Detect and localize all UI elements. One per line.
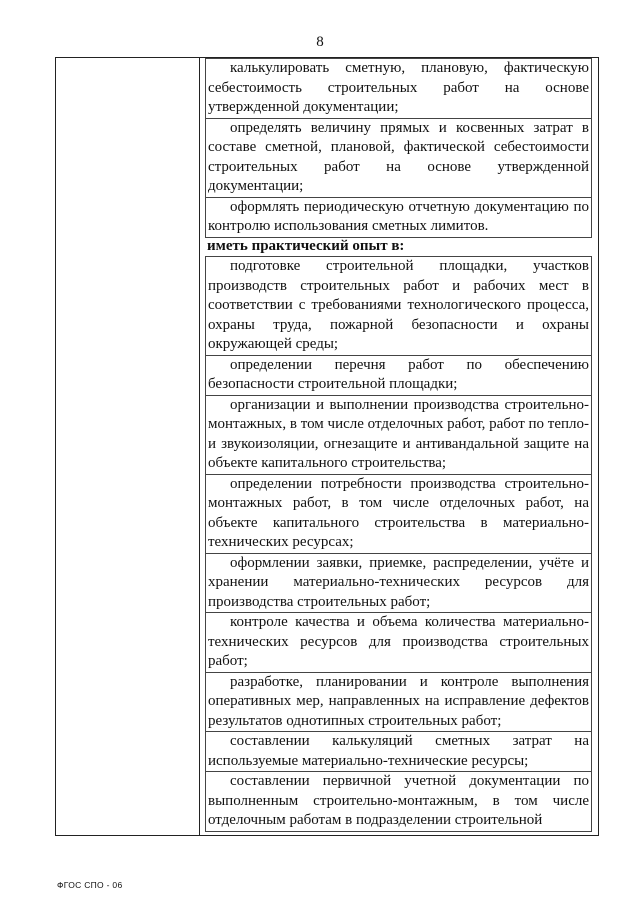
experience-item: составлении первичной учетной документации по выполненным строительно-монтажным, в том числе отделочным работам в подразделении строительной [205, 771, 592, 832]
experience-item: организации и выполнении производства строительно-монтажных, в том числе отделочных работ, работ по тепло- и звукоизоляции, огнезащите и антивандальной защите на объекте капитального строительства; [205, 395, 592, 475]
requirement-item: оформлять периодическую отчетную документацию по контролю использования сметных лимитов. [205, 197, 592, 238]
requirements-table [55, 57, 599, 836]
experience-item: контроле качества и объема количества материально-технических ресурсов для производства строительных работ; [205, 612, 592, 673]
experience-item: подготовке строительной площадки, участков производств строительных работ и рабочих мест в соответствии с требованиями технологического процесса, охраны труда, пожарной безопасности и охраны окружающей среды; [205, 256, 592, 356]
section-heading: иметь практический опыт в: [207, 237, 405, 254]
requirement-item: калькулировать сметную, плановую, фактическую себестоимость строительных работ на основе утвержденной документации; [205, 58, 592, 119]
experience-item: определении перечня работ по обеспечению безопасности строительной площадки; [205, 355, 592, 396]
experience-item: определении потребности производства строительно-монтажных работ, в том числе отделочных работ, на объекте капитального строительства в материально-технических ресурсах; [205, 474, 592, 554]
page-number: 8 [316, 34, 324, 50]
experience-item: составлении калькуляций сметных затрат на используемые материально-технические ресурсы; [205, 731, 592, 772]
table-right-column [200, 58, 598, 835]
footer-code: ФГОС СПО - 06 [57, 880, 123, 890]
experience-item: разработке, планировании и контроле выполнения оперативных мер, направленных на исправление дефектов результатов однотипных строительных работ; [205, 672, 592, 733]
experience-item: оформлении заявки, приемке, распределении, учёте и хранении материально-технических ресурсов для производства строительных работ; [205, 553, 592, 614]
table-left-column [56, 58, 200, 835]
requirement-item: определять величину прямых и косвенных затрат в составе сметной, плановой, фактической себестоимости строительных работ на основе утвержденной документации; [205, 118, 592, 198]
